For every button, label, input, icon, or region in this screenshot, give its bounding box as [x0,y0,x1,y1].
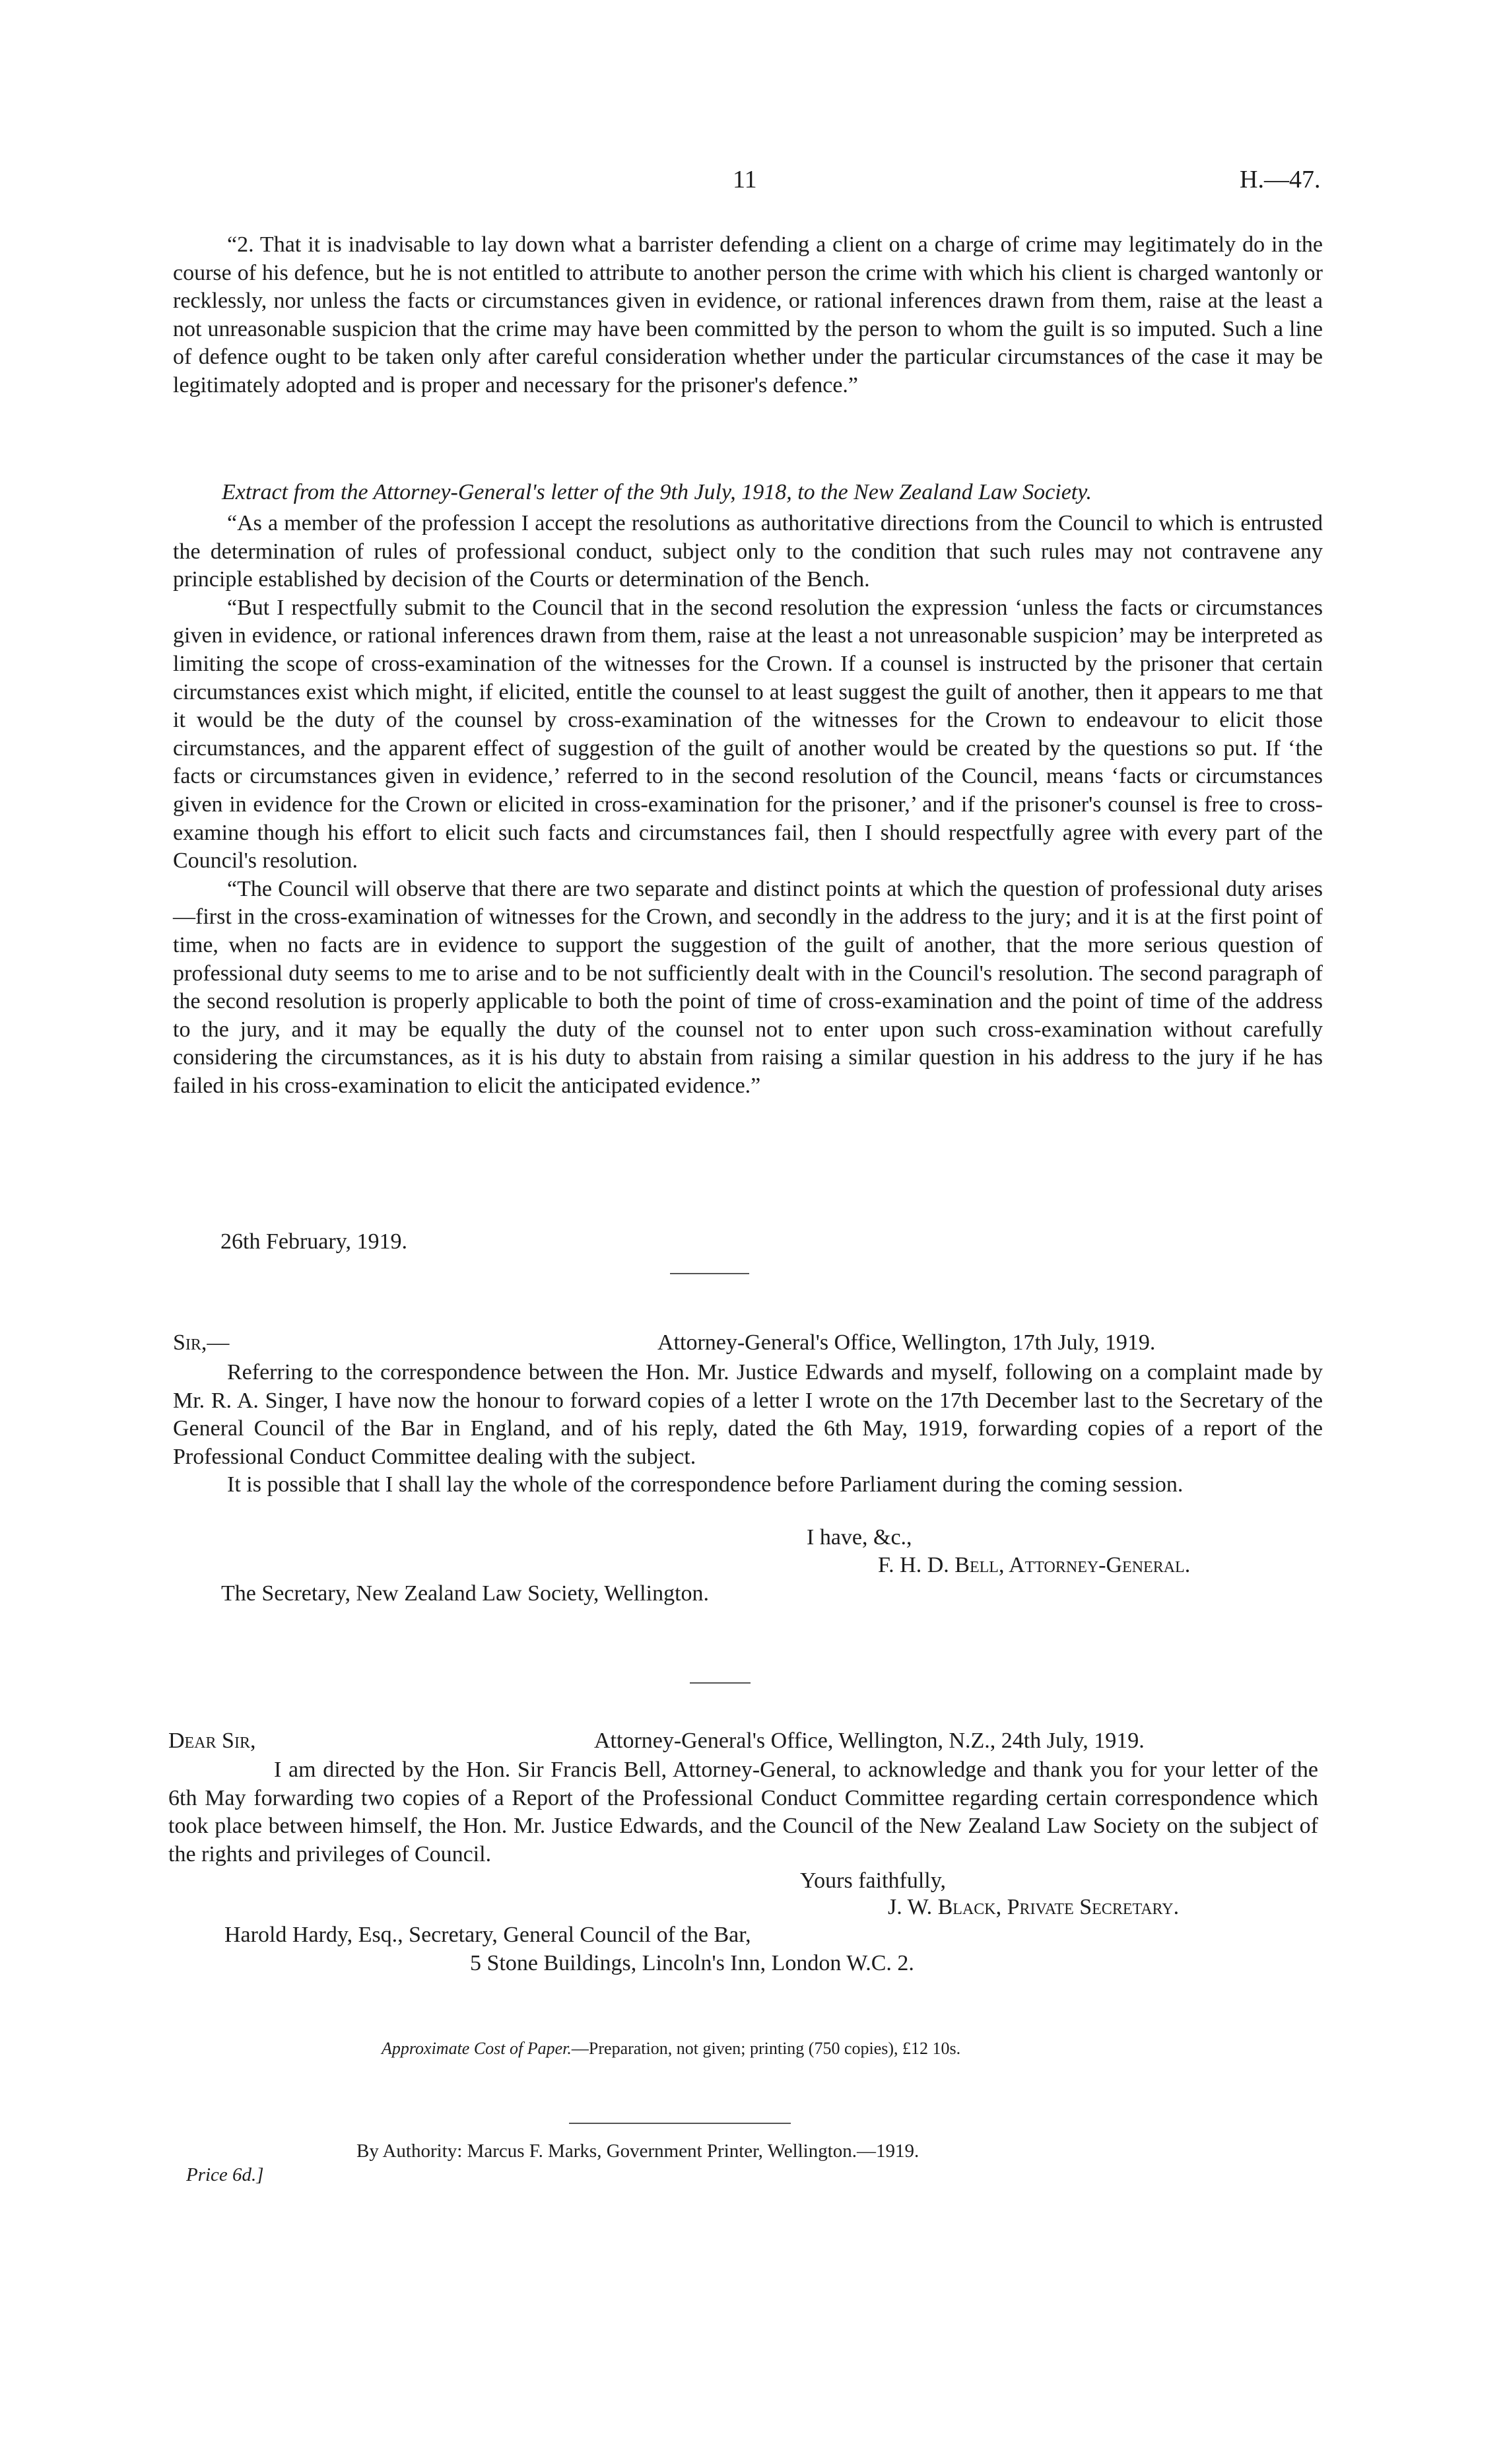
letter2-signature: J. W. Black, Private Secretary. [888,1895,1180,1919]
extract-date: 26th February, 1919. [220,1229,407,1254]
section-divider [670,1273,749,1274]
letter1-paragraph-2: It is possible that I shall lay the whole of the correspondence before Parliament during the coming session. [227,1472,1184,1497]
extract-body [173,510,1323,1100]
letter2-salutation: Dear Sir, [168,1728,256,1753]
page-number: 11 [733,166,757,193]
letter1-body [173,1359,1323,1499]
cost-label: Approximate Cost of Paper. [382,2039,572,2058]
letter1-address: Attorney-General's Office, Wellington, 17th July, 1919. [657,1330,1156,1355]
extract-paragraph-1: “As a member of the profession I accept the resolutions as authoritative directions from the Council to which is entrusted the determination of rules of professional conduct, subject only to the condition that such rules may not contravene any principle established by decision of the Courts or determination of the Bench. [173,511,1323,592]
cost-text: —Preparation, not given; printing (750 copies), £12 10s. [571,2039,961,2058]
extract-heading: Extract from the Attorney-General's letter of the 9th July, 1918, to the New Zealand Law Society. [222,480,1092,504]
letter1-recipient: The Secretary, New Zealand Law Society, Wellington. [221,1581,710,1606]
letter2-paragraph: I am directed by the Hon. Sir Francis Bell, Attorney-General, to acknowledge and thank you for your letter of the 6th May forwarding two copies of a Report of the Professional Conduct Committee regarding certain correspondence which took place between himself, the Hon. Mr. Justice Edwards, and the Council of the New Zealand Law Society on the subject of the rights and privileges of Council. [168,1758,1318,1866]
printer-authority: By Authority: Marcus F. Marks, Government Printer, Wellington.—1919. [356,2140,920,2162]
section-divider [690,1682,751,1684]
letter2-recipient-line2: 5 Stone Buildings, Lincoln's Inn, London W.C. 2. [470,1951,914,1975]
letter1-salutation: Sir,— [173,1330,230,1355]
resolution-text: “2. That it is inadvisable to lay down what a barrister defending a client on a charge of crime may legitimately do in the course of his defence, but he is not entitled to attribute to another person the crime with which his client is charged wantonly or recklessly, nor unless the facts or circumstances given in evidence, or rational inferences drawn from them, raise at the least a not unreasonable suspicion that the crime may have been committed by the person to whom the guilt is so imputed. Such a line of defence ought to be taken only after careful consideration whether under the particular circumstances of the case it may be legitimately adopted and is proper and necessary for the prisoner's defence.” [173,232,1323,397]
extract-paragraph-2: “But I respectfully submit to the Council that in the second resolution the expression ‘unless the facts or circumstances given in evidence, or rational inferences drawn from them, raise at the least a not unreasonable suspicion’ may be interpreted as limiting the scope of cross-examination of the witnesses for the Crown. If a counsel is instructed by the prisoner that certain circumstances exist which might, if elicited, entitle the counsel to at least suggest the guilt of another, then it appears to me that it would be the duty of the counsel by cross-examination of the witnesses for the Crown to endeavour to elicit those circumstances, and the apparent effect of suggestion of the guilt of another would be created by the questions so put. If ‘the facts or circumstances given in evidence,’ referred to in the second resolution of the Council, means ‘facts or circumstances given in evidence for the Crown or elicited in cross-examination for the prisoner,’ and if the prisoner's counsel is free to cross-examine though his effort to elicit such facts and circumstances fail, then I should respectfully agree with every part of the Council's resolution. [173,595,1323,873]
footer-divider [569,2123,791,2124]
letter2-address: Attorney-General's Office, Wellington, N.Z., 24th July, 1919. [594,1728,1145,1753]
letter1-paragraph-1: Referring to the correspondence between the Hon. Mr. Justice Edwards and myself, following on a complaint made by Mr. R. A. Singer, I have now the honour to forward copies of a letter I wrote on the 17th December last to the Secretary of the General Council of the Bar in England, and of his reply, dated the 6th May, 1919, forwarding copies of a report of the Professional Conduct Committee dealing with the subject. [173,1360,1323,1469]
letter1-closing: I have, &c., [807,1525,912,1550]
letter1-signature: F. H. D. Bell, Attorney-General. [878,1553,1191,1577]
letter2-recipient-line1: Harold Hardy, Esq., Secretary, General Council of the Bar, [224,1923,751,1947]
extract-paragraph-3: “The Council will observe that there are two separate and distinct points at which the question of professional duty arises—first in the cross-examination of witnesses for the Crown, and secondly in the address to the jury; and it is at the first point of time, when no facts are in evidence to support the suggestion of the guilt of another, that the more serious question of professional duty seems to me to arise and to be not sufficiently dealt with in the Council's resolution. The second paragraph of the second resolution is properly applicable to both the point of time of cross-examination and the point of time of the address to the jury, and it may be equally the duty of the counsel not to enter upon such cross-examination without carefully considering the circumstances, as it is his duty to abstain from raising a similar question in his address to the jury if he has failed in his cross-examination to elicit the anticipated evidence.” [173,876,1323,1098]
document-code: H.—47. [1240,166,1321,193]
letter2-closing: Yours faithfully, [800,1868,947,1893]
cost-note [382,2039,960,2059]
price: Price 6d.] [186,2164,264,2185]
